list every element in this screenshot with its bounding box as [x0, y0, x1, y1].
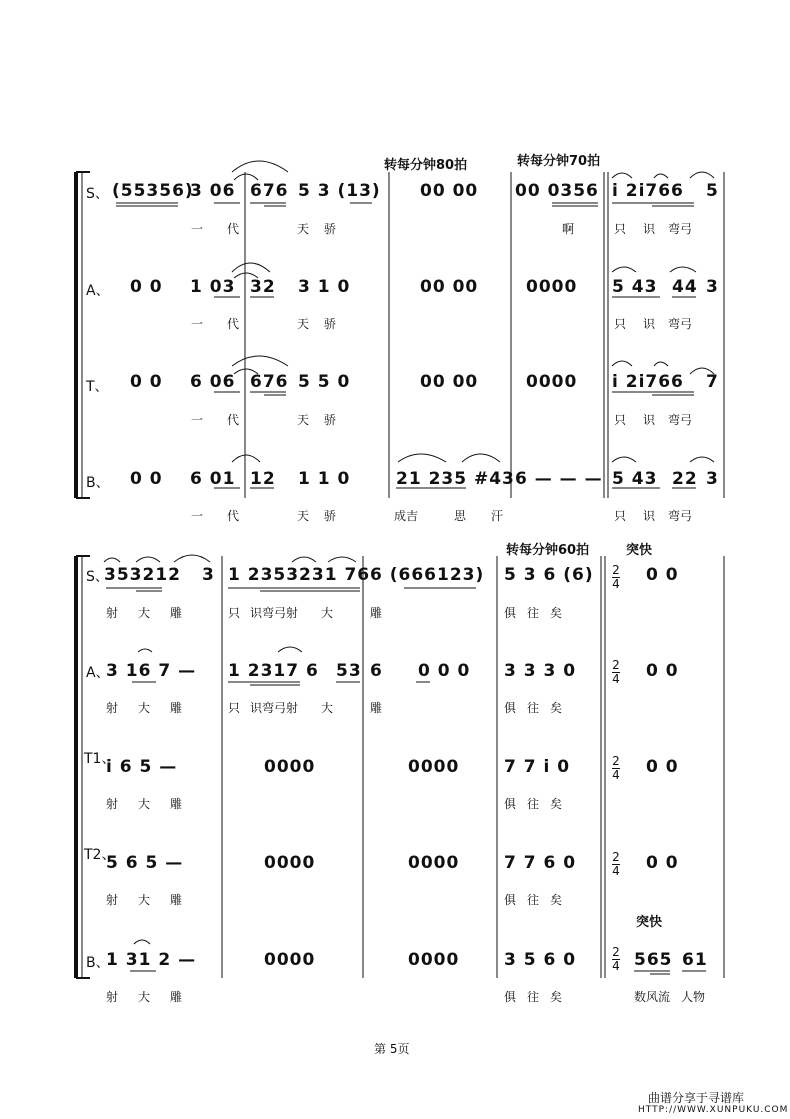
lyric: 大: [138, 606, 151, 620]
time-sig-den: 4: [612, 864, 620, 878]
note-group: 353212: [104, 565, 181, 585]
note-group: 0000: [264, 853, 316, 873]
note-group: 0 0: [646, 565, 679, 585]
tempo-change-80: 转每分钟80拍: [384, 158, 468, 173]
lyric: 射: [106, 893, 119, 907]
time-sig-num: 2: [612, 945, 620, 959]
lyric: 大: [138, 701, 151, 715]
note-group: 61: [682, 950, 708, 970]
voice-label: A、: [86, 665, 110, 681]
note-group: 5 3 6 (6): [504, 565, 594, 585]
lyric: 代: [227, 509, 240, 523]
note-group: 7 7 i 0: [504, 757, 571, 777]
lyric: 思: [454, 509, 467, 523]
note-group: 0 0: [130, 277, 163, 297]
note-group: 00 00: [420, 277, 479, 297]
lyric: 识: [643, 509, 656, 523]
note-group: 21 235 #43: [396, 469, 515, 489]
lyric: 一: [191, 509, 204, 523]
note-group: 0000: [264, 950, 316, 970]
lyric: 大: [138, 797, 151, 811]
lyric: 矣: [550, 701, 563, 715]
lyric: 识弯弓射: [250, 606, 299, 620]
note-group: 3: [706, 277, 719, 297]
time-sig-num: 2: [612, 754, 620, 768]
time-sig-den: 4: [612, 768, 620, 782]
lyric: 识弯弓射: [250, 701, 299, 715]
lyric: 只: [614, 317, 627, 331]
lyric: 骄: [324, 413, 337, 427]
lyric: 数风流: [634, 990, 671, 1004]
time-sig-den: 4: [612, 959, 620, 973]
lyric: 识: [643, 317, 656, 331]
note-group: 1 03: [190, 277, 236, 297]
note-group: 7 7 6 0: [504, 853, 577, 873]
voice-label: T1、: [84, 751, 116, 767]
note-group: 6 — — —: [515, 469, 603, 489]
note-group: 5 6 5 —: [106, 853, 184, 873]
note-group: 5 43: [612, 277, 658, 297]
lyric: 只: [228, 701, 241, 715]
note-group: 5: [706, 181, 719, 201]
lyric: 一: [191, 413, 204, 427]
lyric: 雕: [170, 606, 183, 620]
lyric: 大: [138, 893, 151, 907]
lyric: 只: [614, 509, 627, 523]
note-group: 44: [672, 277, 698, 297]
note-group: 5 5 0: [298, 372, 351, 392]
voice-label: B、: [86, 475, 110, 491]
lyric: 矣: [550, 893, 563, 907]
marking-sudden-fast: 突快: [626, 543, 653, 558]
system1-bracket: [76, 172, 90, 498]
lyric: 俱: [504, 990, 517, 1004]
lyric: 大: [321, 606, 334, 620]
lyric: 雕: [370, 701, 383, 715]
note-group: 00 0356: [515, 181, 599, 201]
lyric: 矣: [550, 606, 563, 620]
note-group: 3: [202, 565, 215, 585]
lyric: 只: [614, 413, 627, 427]
note-group: 0 0: [646, 757, 679, 777]
lyric: 往: [527, 701, 540, 715]
note-group: 565: [634, 950, 673, 970]
note-group: 3: [706, 469, 719, 489]
lyric: 人物: [681, 990, 706, 1004]
time-signature: [612, 659, 620, 686]
lyric: 矣: [550, 797, 563, 811]
note-group: 676: [250, 372, 289, 392]
note-group: 53: [336, 661, 362, 681]
note-group: 3 16 7 —: [106, 661, 197, 681]
marking-sudden-fast-bass: 突快: [636, 915, 663, 930]
lyric: 射: [106, 990, 119, 1004]
lyric: 骄: [324, 222, 337, 236]
lyric: 成吉: [394, 509, 419, 523]
note-group: 3 5 6 0: [504, 950, 577, 970]
lyric: 只: [228, 606, 241, 620]
lyric: 俱: [504, 701, 517, 715]
note-group: 0000: [526, 372, 578, 392]
voice-label: T、: [86, 379, 109, 395]
lyric: 俱: [504, 893, 517, 907]
note-group: 6 (666123): [370, 565, 485, 585]
lyric: 俱: [504, 797, 517, 811]
time-signature: [612, 946, 620, 973]
note-group: 22: [672, 469, 698, 489]
note-group: 32: [250, 277, 276, 297]
tempo-change-60: 转每分钟60拍: [506, 543, 590, 558]
note-group: (55356): [112, 181, 194, 201]
note-group: 5 43: [612, 469, 658, 489]
lyric: 雕: [170, 893, 183, 907]
note-group: 5 3 (13): [298, 181, 381, 201]
lyric: 往: [527, 797, 540, 811]
lyric: 大: [321, 701, 334, 715]
lyric: 矣: [550, 990, 563, 1004]
lyric: 天: [297, 222, 310, 236]
note-group: 0 0: [646, 853, 679, 873]
note-group: 1 2317 6: [228, 661, 319, 681]
lyric: 大: [138, 990, 151, 1004]
lyric: 一: [191, 222, 204, 236]
lyric: 往: [527, 893, 540, 907]
lyric: 弯弓: [668, 222, 693, 236]
lyric: 俱: [504, 606, 517, 620]
lyric: 射: [106, 701, 119, 715]
time-signature: [612, 851, 620, 878]
lyric: 往: [527, 990, 540, 1004]
time-signature: [612, 755, 620, 782]
lyric: 往: [527, 606, 540, 620]
lyric: 射: [106, 606, 119, 620]
tempo-change-70: 转每分钟70拍: [517, 154, 601, 169]
lyric: 汗: [491, 509, 504, 523]
time-sig-num: 2: [612, 563, 620, 577]
lyric: 代: [227, 413, 240, 427]
lyric: 弯弓: [668, 413, 693, 427]
note-group: 1 1 0: [298, 469, 351, 489]
lyric: 天: [297, 413, 310, 427]
note-group: 3 3 3 0: [504, 661, 577, 681]
voice-label: T2、: [84, 847, 116, 863]
note-group: 00 00: [420, 372, 479, 392]
note-group: 0 0: [646, 661, 679, 681]
lyric: 雕: [170, 701, 183, 715]
note-group: 0000: [526, 277, 578, 297]
note-group: 0000: [264, 757, 316, 777]
voice-label: A、: [86, 283, 110, 299]
lyric: 天: [297, 317, 310, 331]
lyric: 雕: [370, 606, 383, 620]
note-group: 0000: [408, 853, 460, 873]
lyric: 代: [227, 222, 240, 236]
page-number: 第 5页: [374, 1042, 410, 1056]
note-group: 7: [706, 372, 719, 392]
note-group: i 2i766: [612, 181, 684, 201]
note-group: 12: [250, 469, 276, 489]
note-group: 0000: [408, 950, 460, 970]
lyric: 一: [191, 317, 204, 331]
note-group: i 6 5 —: [106, 757, 178, 777]
lyric: 识: [643, 222, 656, 236]
time-sig-num: 2: [612, 850, 620, 864]
note-group: 676: [250, 181, 289, 201]
lyric: 弯弓: [668, 317, 693, 331]
lyric: 骄: [324, 317, 337, 331]
time-sig-num: 2: [612, 658, 620, 672]
voice-label: S、: [86, 186, 109, 202]
note-group: 3 1 0: [298, 277, 351, 297]
note-group: 0000: [408, 757, 460, 777]
note-group: 6 06: [190, 372, 236, 392]
lyric: 代: [227, 317, 240, 331]
lyric: 啊: [562, 222, 575, 236]
lyric: 雕: [170, 797, 183, 811]
note-group: 1 31 2 —: [106, 950, 197, 970]
note-group: 6 01: [190, 469, 236, 489]
time-signature: [612, 564, 620, 591]
note-group: 0 0 0: [418, 661, 471, 681]
lyric: 骄: [324, 509, 337, 523]
lyric: 识: [643, 413, 656, 427]
lyric: 射: [106, 797, 119, 811]
lyric: 弯弓: [668, 509, 693, 523]
note-group: 1 2353231 76: [228, 565, 371, 585]
site-watermark-url: HTTP://WWW.XUNPUKU.COM: [638, 1105, 789, 1115]
lyric: 天: [297, 509, 310, 523]
note-group: 0 0: [130, 372, 163, 392]
voice-label: S、: [86, 569, 109, 585]
note-group: 0 0: [130, 469, 163, 489]
site-watermark-name: 曲谱分享于寻谱库: [648, 1091, 745, 1105]
time-sig-den: 4: [612, 672, 620, 686]
lyric: 只: [614, 222, 627, 236]
note-group: i 2i766: [612, 372, 684, 392]
note-group: 6: [370, 661, 383, 681]
lyric: 雕: [170, 990, 183, 1004]
voice-label: B、: [86, 955, 110, 971]
note-group: 3 06: [190, 181, 236, 201]
time-sig-den: 4: [612, 577, 620, 591]
note-group: 00 00: [420, 181, 479, 201]
